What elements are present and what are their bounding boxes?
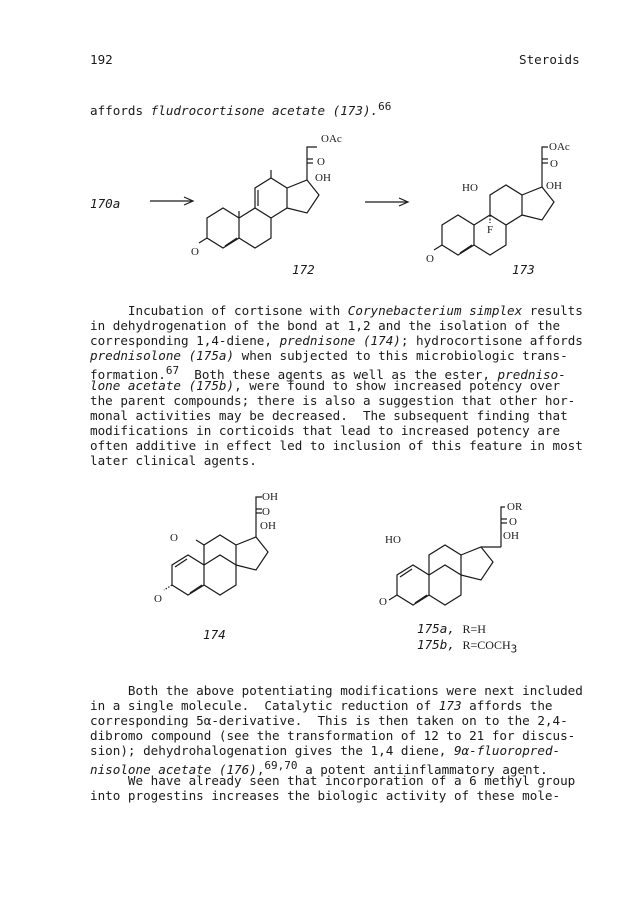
173-oac: OAc bbox=[549, 141, 570, 153]
running-title: Steroids bbox=[519, 52, 580, 67]
intro-ref: 66 bbox=[378, 100, 392, 113]
para2-line4: dibromo compound (see the transformation of 12 to 21 for discus- bbox=[90, 728, 576, 743]
172-oac: OAc bbox=[321, 133, 342, 145]
para2-line5: sion); dehydrohalogenation gives the 1,4 diene, 9α-fluoropred- bbox=[90, 743, 561, 758]
173-oh: OH bbox=[546, 180, 562, 192]
para2-line2: in a single molecule. Catalytic reduction of 173 affords the bbox=[90, 698, 553, 713]
172-o3: O bbox=[191, 246, 199, 258]
para1-line3: corresponding 1,4-diene, prednisone (174); hydrocortisone affords bbox=[90, 333, 583, 348]
label-170a: 170a bbox=[90, 196, 121, 211]
para1-line7: the parent compounds; there is also a suggestion that other hor- bbox=[90, 393, 576, 408]
page-number: 192 bbox=[90, 52, 113, 67]
label-175a: 175a, R=H bbox=[417, 621, 486, 636]
para1-line5: formation.$^{67}$ Both these agents as well as the ester, predniso- bbox=[90, 364, 566, 383]
label-174: 174 bbox=[203, 627, 226, 642]
173-f: F bbox=[487, 224, 494, 236]
173-o3: O bbox=[426, 253, 434, 265]
para1-line9: modifications in corticoids that lead to increased potency are bbox=[90, 423, 561, 438]
label-173: 173 bbox=[512, 262, 535, 277]
para2-line8: into progestins increases the biologic activity of these mole- bbox=[90, 788, 561, 803]
para1-line6: lone acetate (175b), were found to show increased potency over bbox=[90, 378, 561, 393]
174-carbonyl-o: O bbox=[262, 506, 270, 518]
172-carbonyl-o: O bbox=[317, 156, 325, 168]
arrow-2 bbox=[365, 196, 410, 208]
para1-line8: monal activities may be decreased. The subsequent finding that bbox=[90, 408, 568, 423]
arrow-1 bbox=[150, 195, 195, 207]
174-oh1: OH bbox=[262, 491, 278, 503]
label-172: 172 bbox=[292, 262, 315, 277]
para2-line3: corresponding 5α-derivative. This is then taken on to the 2,4- bbox=[90, 713, 568, 728]
174-oh: OH bbox=[260, 520, 276, 532]
para2-line7: We have already seen that incorporation of a 6 methyl group bbox=[90, 773, 576, 788]
175-or: OR bbox=[507, 501, 523, 513]
174-o3: O bbox=[154, 593, 162, 605]
175-carbonyl-o: O bbox=[509, 516, 517, 528]
structure-175 bbox=[379, 495, 555, 615]
175-o3: O bbox=[379, 596, 387, 608]
175-ho: HO bbox=[385, 534, 401, 546]
para1-line10: often additive in effect led to inclusion of this feature in most bbox=[90, 438, 583, 453]
172-oh: OH bbox=[315, 172, 331, 184]
para1-line11: later clinical agents. bbox=[90, 453, 257, 468]
intro-line bbox=[90, 99, 391, 119]
175-oh: OH bbox=[503, 530, 519, 542]
para2-line1: Both the above potentiating modifications were next included bbox=[90, 683, 583, 698]
intro-compound-name: fludrocortisone acetate (173). bbox=[150, 103, 379, 119]
174-o11: O bbox=[170, 532, 178, 544]
structure-172 bbox=[191, 125, 365, 260]
label-175b: 175b, $R=COCH_3$ bbox=[417, 637, 518, 656]
para1-line1: Incubation of cortisone with Corynebacterium simplex results bbox=[90, 303, 583, 318]
para1-line4: prednisolone (175a) when subjected to this microbiologic trans- bbox=[90, 348, 568, 363]
173-carbonyl-o: O bbox=[550, 158, 558, 170]
structure-174 bbox=[154, 485, 320, 615]
173-ho: HO bbox=[462, 182, 478, 194]
intro-text: affords bbox=[90, 103, 151, 119]
structure-173 bbox=[426, 135, 600, 265]
para1-line2: in dehydrogenation of the bond at 1,2 and the isolation of the bbox=[90, 318, 561, 333]
para2-line6: nisolone acetate (176),$^{69,70}$ a potent antiinflammatory agent. bbox=[90, 759, 548, 778]
